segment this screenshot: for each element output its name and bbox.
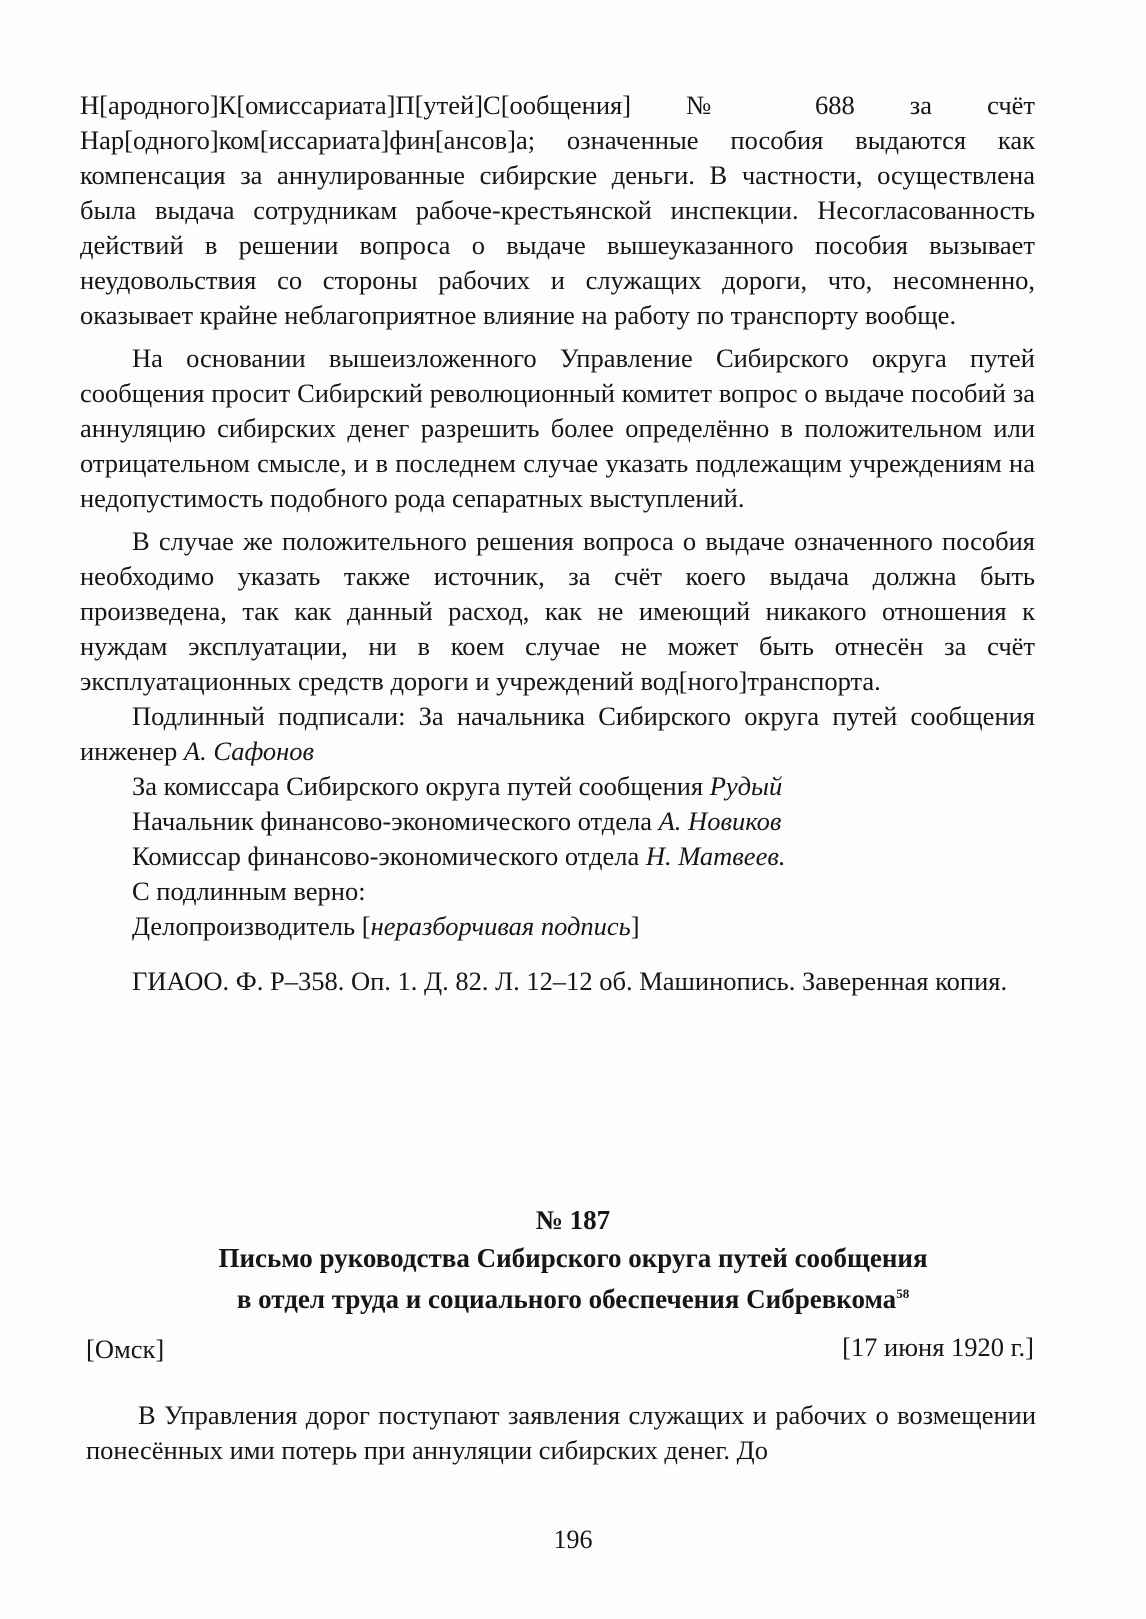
signature-block <box>80 699 1035 944</box>
main-text <box>80 88 1035 999</box>
signature-text: Делопроизводитель [ <box>132 911 371 941</box>
paragraph-2: На основании вышеизложенного Управление Сибирского округа путей сообщения просит Сибирский революционный комитет вопрос о выдаче пособий за аннуляцию сибирских денег разрешить более определённо в положительном или отрицательном смысле, и в последнем случае указать подлежащим учреждениям на недопустимость подобного рода сепаратных выступлений. <box>80 343 1035 513</box>
archive-source: ГИАОО. Ф. Р–358. Оп. 1. Д. 82. Л. 12–12 об. Машинопись. Заверенная копия. <box>132 966 1008 996</box>
signature-line-5: С подлинным верно: <box>132 876 366 906</box>
signature-line-4 <box>80 839 1035 874</box>
illegible-signature-note: неразборчивая подпись <box>370 911 631 941</box>
signature-line-3 <box>80 804 1035 839</box>
document-title <box>0 1240 1146 1317</box>
signature-text: Начальник финансово-экономического отдела <box>132 806 659 836</box>
footnote-reference[interactable]: 58 <box>896 1286 910 1301</box>
document-date: [17 июня 1920 г.] <box>842 1332 1034 1362</box>
document-number: № 187 <box>535 1205 611 1235</box>
signer-name: А. Сафонов <box>183 736 315 766</box>
paragraph-1: Н[ародного]К[омиссариата]П[утей]С[ообщения] № 688 за счёт Нар[одного]ком[иссариата]фин[ансов]а; означенные пособия выдаются как компенсация за аннулированные сибирские деньги. В частности, осуществлена была выдача сотрудникам рабоче-крестьянской инспекции. Несогласованность действий в решении вопроса о выдаче вышеуказанного пособия вызывает неудовольствия со стороны рабочих и служащих дороги, что, несомненно, оказывает крайне неблагоприятное влияние на работу по транспорту вообще. <box>80 90 1035 330</box>
signer-name: Н. Матвеев. <box>645 841 786 871</box>
document-title-line-2 <box>0 1276 1146 1317</box>
document-body-paragraph: В Управления дорог поступают заявления служащих и рабочих о возмещении понесённых ими потерь при аннуляции сибирских денег. До <box>86 1400 1036 1465</box>
signer-name: Рудый <box>709 771 783 801</box>
title-text: в отдел труда и социального обеспечения Сибревкома <box>236 1284 897 1314</box>
signer-name: А. Новиков <box>658 806 782 836</box>
page-number: 196 <box>553 1525 593 1554</box>
paragraph-3: В случае же положительного решения вопроса о выдаче означенного пособия необходимо указать также источник, за счёт коего выдача должна быть произведена, так как данный расход, как не имеющий никакого отношения к нуждам эксплуатации, ни в коем случае не может быть отнесён за счёт эксплуатационных средств дороги и учреждений вод[ного]транспорта. <box>80 526 1035 696</box>
signature-text: Подлинный подписали: За начальника Сибирского округа путей сообщения инженер <box>80 701 1035 766</box>
bracket-close: ] <box>630 911 640 941</box>
signature-line-6 <box>80 909 1035 944</box>
signature-text: За комиссара Сибирского округа путей сообщения <box>132 771 710 801</box>
signature-line-2 <box>80 769 1035 804</box>
signature-text: Комиссар финансово-экономического отдела <box>132 841 646 871</box>
document-title-line-1: Письмо руководства Сибирского округа путей сообщения <box>218 1243 928 1273</box>
signature-line-1 <box>80 699 1035 769</box>
document-body <box>86 1398 1036 1468</box>
document-place: [Омск] <box>86 1334 165 1364</box>
